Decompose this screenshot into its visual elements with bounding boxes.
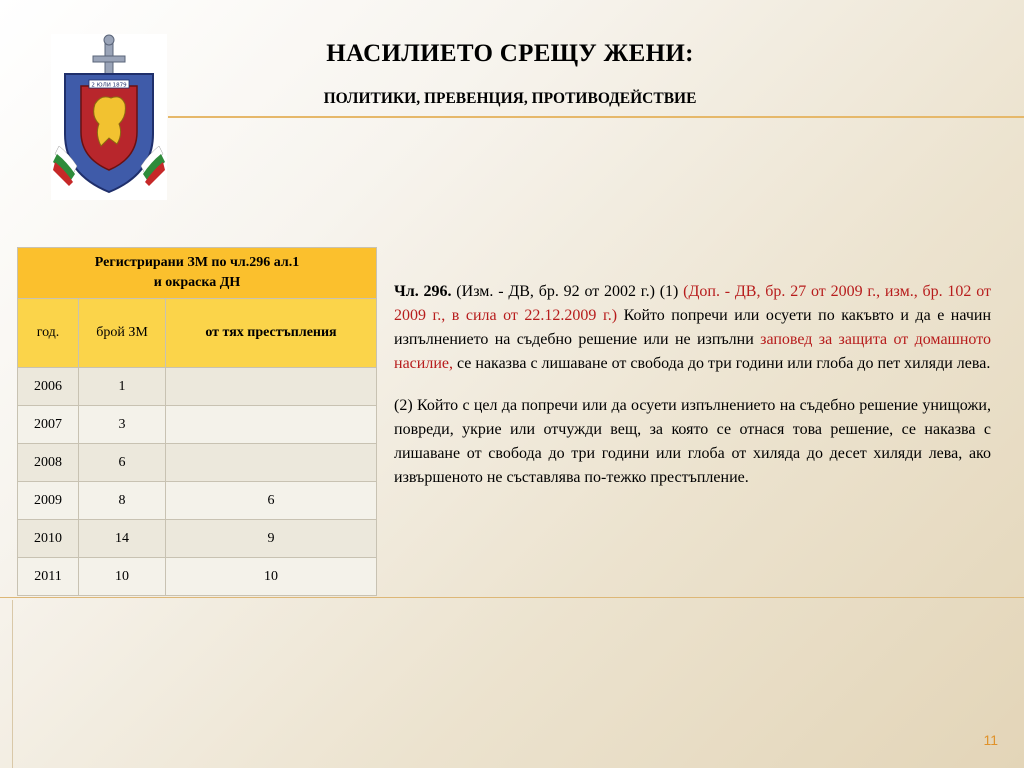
- header-divider: [168, 116, 1024, 118]
- svg-text:2 ЮЛИ 1879: 2 ЮЛИ 1879: [91, 82, 127, 89]
- article-paragraph-2: (2) Който с цел да попречи или да осуети изпълнението на съдебно решение унищожи, повреди, укрие или отчужди вещ, за която се отнася това решение, се наказва с лишаване от свобода до три години или глоба от хиляда до десет хиляди лева, ако извършеното не съставлява по-тежко престъпление.: [394, 397, 991, 486]
- column-header-year: год.: [18, 299, 79, 368]
- article-protection-order: заповед за защита от домашното насилие,: [394, 331, 991, 372]
- article-body-1: Който попречи или осуети по какъвто и да е начин изпълнението на съдебно решение или не изпълни: [394, 307, 992, 348]
- article-paragraph-1: [394, 280, 991, 376]
- article-body-2: се наказва с лишаване от свобода до три години или глоба до пет хиляди лева.: [452, 355, 991, 372]
- registrations-table: [17, 247, 377, 596]
- article-text: [394, 280, 991, 508]
- table-row: [18, 520, 377, 558]
- page-subtitle: ПОЛИТИКИ, ПРЕВЕНЦИЯ, ПРОТИВОДЕЙСТВИЕ: [323, 90, 697, 107]
- count-cell: 3: [79, 406, 166, 444]
- year-cell: 2006: [18, 368, 79, 406]
- table-title: [18, 248, 377, 299]
- article-number: Чл. 296.: [394, 283, 452, 300]
- ministry-emblem-icon: [51, 34, 167, 200]
- table-row: [18, 444, 377, 482]
- count-cell: 8: [79, 482, 166, 520]
- crimes-cell: [166, 368, 377, 406]
- page-title: НАСИЛИЕТО СРЕЩУ ЖЕНИ:: [326, 40, 694, 67]
- count-cell: 10: [79, 558, 166, 596]
- left-border-line: [12, 600, 13, 768]
- content-divider: [0, 597, 1024, 598]
- ministry-emblem: [51, 34, 167, 200]
- year-cell: 2007: [18, 406, 79, 444]
- table-row: [18, 406, 377, 444]
- crimes-cell: 6: [166, 482, 377, 520]
- count-cell: 1: [79, 368, 166, 406]
- table-title-line2: и окраска ДН: [153, 275, 241, 290]
- column-header-count: брой ЗМ: [79, 299, 166, 368]
- crimes-cell: [166, 444, 377, 482]
- year-cell: 2008: [18, 444, 79, 482]
- count-cell: 14: [79, 520, 166, 558]
- table-row: [18, 482, 377, 520]
- article-addition-note: (Доп. - ДВ, бр. 27 от 2009 г., изм., бр. 102 от 2009 г., в сила от 22.12.2009 г.): [394, 283, 992, 324]
- table-row: [18, 558, 377, 596]
- year-cell: 2011: [18, 558, 79, 596]
- year-cell: 2009: [18, 482, 79, 520]
- table-row: [18, 368, 377, 406]
- year-cell: 2010: [18, 520, 79, 558]
- crimes-cell: 9: [166, 520, 377, 558]
- crimes-cell: [166, 406, 377, 444]
- table-title-line1: Регистрирани ЗМ по чл.296 ал.1: [94, 255, 300, 270]
- article-amendment: (Изм. - ДВ, бр. 92 от 2002 г.) (1): [451, 283, 684, 300]
- count-cell: 6: [79, 444, 166, 482]
- column-header-crimes: от тях престъпления: [166, 299, 377, 368]
- page-number: 11: [983, 732, 998, 748]
- crimes-cell: 10: [166, 558, 377, 596]
